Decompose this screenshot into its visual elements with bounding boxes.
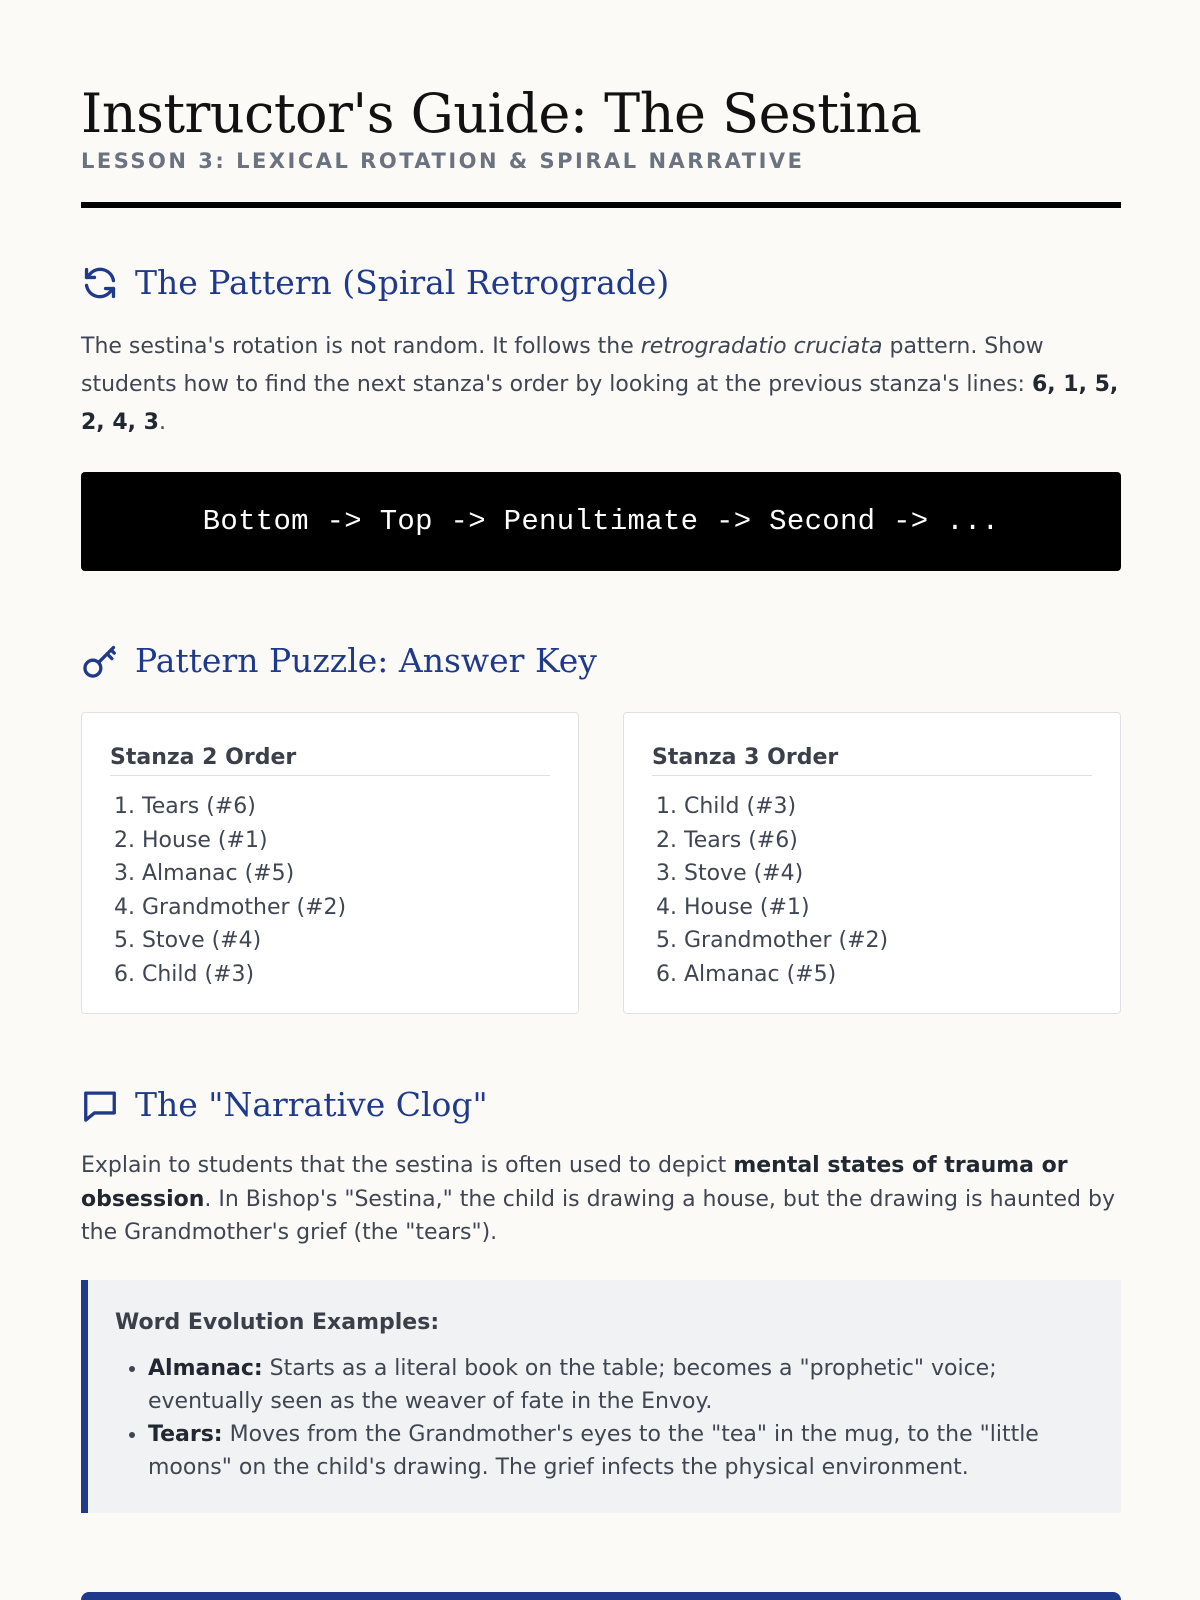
pattern-intro-end: . xyxy=(158,410,166,435)
key-icon xyxy=(81,642,119,680)
guide-content xyxy=(81,82,1121,1513)
answer-key-section-header xyxy=(81,639,1121,683)
speech-bubble-icon xyxy=(81,1086,119,1124)
list-item: 6. Almanac (#5) xyxy=(684,958,1092,992)
word-evolution-text: Starts as a literal book on the table; becomes a "prophetic" voice; eventually seen as the weaver of fate in the Envoy. xyxy=(148,1355,997,1414)
pattern-section-title: The Pattern (Spiral Retrograde) xyxy=(135,263,670,302)
pattern-intro-part-1: The sestina's rotation is not random. It follows the xyxy=(81,334,641,359)
list-item: 5. Grandmother (#2) xyxy=(684,924,1092,958)
stanza-2-card xyxy=(81,712,579,1014)
list-item xyxy=(148,1418,1095,1484)
answer-key-section xyxy=(81,639,1121,1014)
pattern-section xyxy=(81,261,1121,571)
list-item: 1. Tears (#6) xyxy=(142,790,550,824)
page-title: Instructor's Guide: The Sestina xyxy=(81,82,922,145)
list-item xyxy=(148,1352,1095,1418)
list-item: 4. House (#1) xyxy=(684,891,1092,925)
pattern-intro-part-2: pattern. Show students how to find the next stanza's order by looking at the previous stanza's lines: xyxy=(81,334,1044,397)
stanza-3-title: Stanza 3 Order xyxy=(652,743,1092,776)
stanza-3-card xyxy=(623,712,1121,1014)
narrative-text-part-2: . In Bishop's "Sestina," the child is drawing a house, but the drawing is haunted by the Grandmother's grief (the "tears"). xyxy=(81,1186,1115,1245)
answer-key-section-title: Pattern Puzzle: Answer Key xyxy=(135,641,597,680)
pattern-code-block xyxy=(81,472,1121,571)
narrative-section-title: The "Narrative Clog" xyxy=(135,1085,488,1124)
narrative-emphasis: mental states of trauma or obsession xyxy=(81,1153,1068,1212)
pattern-code-text: Bottom -> Top -> Penultimate -> Second -> ... xyxy=(202,505,1000,538)
list-item: 3. Stove (#4) xyxy=(684,857,1092,891)
pattern-term: retrogradatio cruciata xyxy=(640,334,883,359)
list-item: 6. Child (#3) xyxy=(142,958,550,992)
pattern-sequence: 6, 1, 5, 2, 4, 3 xyxy=(81,372,1119,435)
answer-key-cards xyxy=(81,712,1121,1014)
word-evolution-title: Word Evolution Examples: xyxy=(115,1309,440,1335)
page-subtitle: LESSON 3: LEXICAL ROTATION & SPIRAL NARRATIVE xyxy=(81,149,805,173)
list-item: 2. Tears (#6) xyxy=(684,824,1092,858)
narrative-text xyxy=(81,1149,1121,1250)
word-evolution-term: Almanac: xyxy=(148,1355,263,1381)
word-evolution-text: Moves from the Grandmother's eyes to the "tea" in the mug, to the "little moons" on the child's drawing. The grief infects the physical environment. xyxy=(148,1421,1039,1480)
list-item: 3. Almanac (#5) xyxy=(142,857,550,891)
list-item: 4. Grandmother (#2) xyxy=(142,891,550,925)
list-item: 1. Child (#3) xyxy=(684,790,1092,824)
pattern-intro-text xyxy=(81,328,1121,442)
pattern-section-header xyxy=(81,261,1121,305)
stanza-2-list xyxy=(110,790,550,991)
list-item: 5. Stove (#4) xyxy=(142,924,550,958)
narrative-section-header xyxy=(81,1083,1121,1127)
next-section-bar xyxy=(81,1592,1121,1600)
word-evolution-term: Tears: xyxy=(148,1421,223,1447)
header-divider xyxy=(81,202,1121,208)
word-evolution-list xyxy=(115,1352,1095,1484)
word-evolution-callout xyxy=(81,1280,1121,1513)
narrative-text-part-1: Explain to students that the sestina is often used to depict xyxy=(81,1153,734,1178)
stanza-2-title: Stanza 2 Order xyxy=(110,743,550,776)
list-item: 2. House (#1) xyxy=(142,824,550,858)
page-header xyxy=(81,82,1121,208)
refresh-icon xyxy=(81,264,119,302)
narrative-section xyxy=(81,1083,1121,1513)
stanza-3-list xyxy=(652,790,1092,991)
